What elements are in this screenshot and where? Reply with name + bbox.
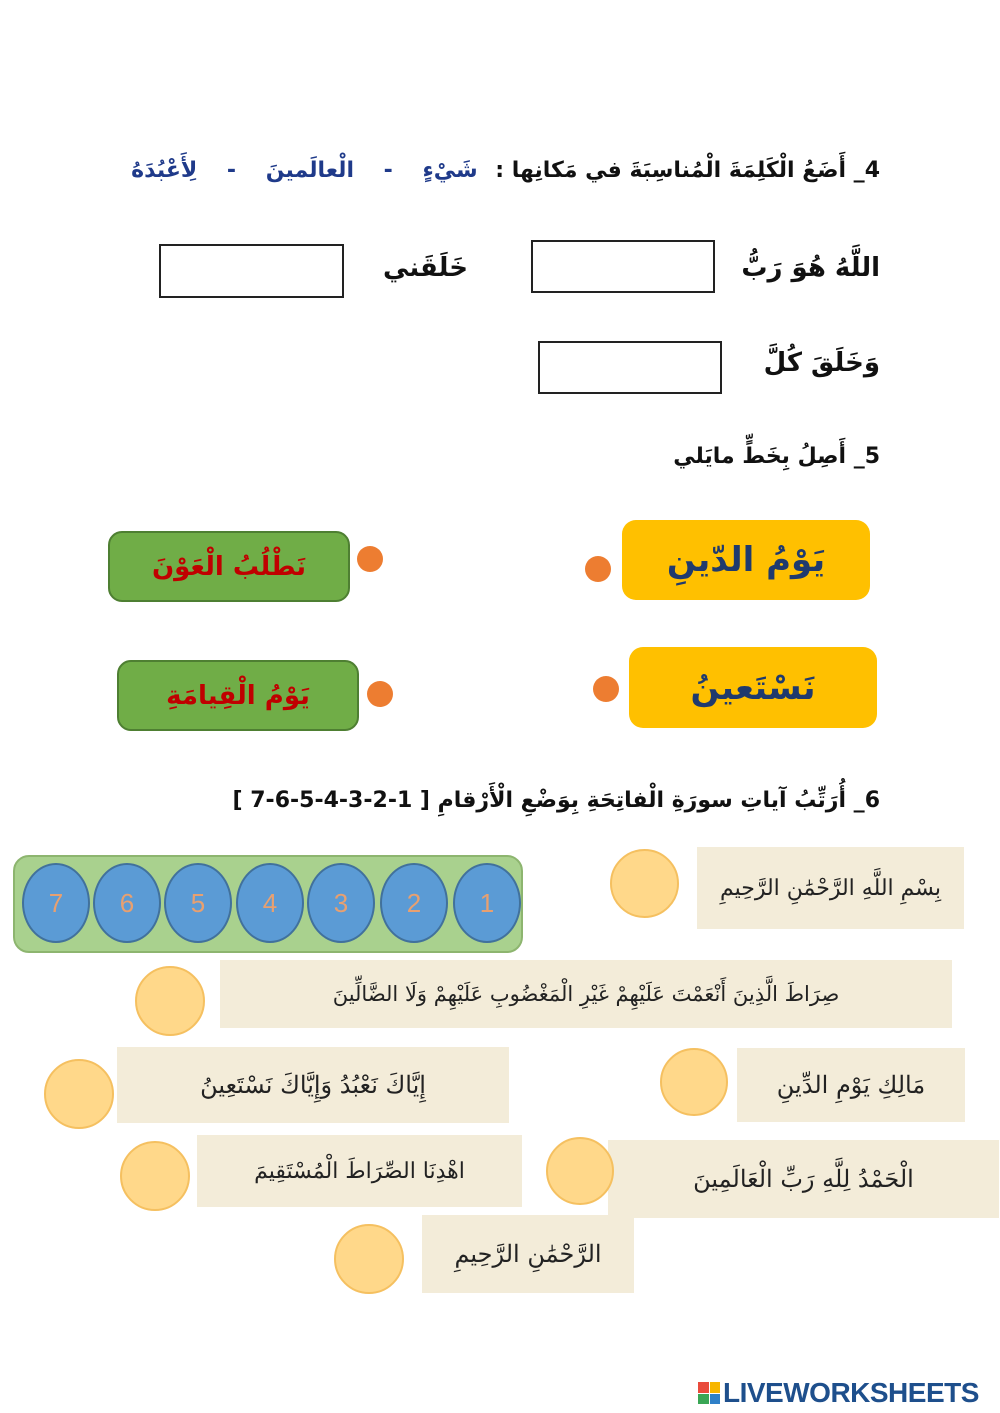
match-right-1[interactable]: يَوْمُ الدّينِ (622, 520, 870, 600)
match-dot-left-1[interactable] (357, 546, 383, 572)
ayah-ihdina: اهْدِنَا الصِّرَاطَ الْمُسْتَقِيمَ (197, 1135, 522, 1207)
ayah-sirat: صِرَاطَ الَّذِينَ أَنْعَمْتَ عَلَيْهِمْ غَيْرِ الْمَغْضُوبِ عَلَيْهِمْ وَلَا الضَّالِّينَ (220, 960, 952, 1028)
liveworksheets-logo (698, 1378, 979, 1408)
number-chip-2[interactable]: 2 (380, 863, 448, 943)
answer-slot-sirat[interactable] (135, 966, 205, 1036)
q4-word-2: الْعالَمينَ (265, 158, 354, 183)
q4-blank-1[interactable] (531, 240, 715, 293)
q4-heading (131, 158, 880, 183)
answer-slot-malik[interactable] (660, 1048, 728, 1116)
q6-heading: 6_ أُرَتِّبُ آياتِ سورَةِ الْفاتِحَةِ بِوَضْعِ الْأَرْقامِ [ 1-2-3-4-5-6-7 ] (232, 788, 880, 813)
number-chip-6[interactable]: 6 (93, 863, 161, 943)
brand-name: LIVEWORKSHEETS (723, 1377, 979, 1408)
number-chip-5[interactable]: 5 (164, 863, 232, 943)
number-chip-3[interactable]: 3 (307, 863, 375, 943)
number-chip-7[interactable]: 7 (22, 863, 90, 943)
match-left-2[interactable]: يَوْمُ الْقِيامَةِ (117, 660, 359, 731)
ayah-iyyaka: إِيَّاكَ نَعْبُدُ وَإِيَّاكَ نَسْتَعِينُ (117, 1047, 509, 1123)
liveworksheets-logo-icon (698, 1382, 720, 1404)
match-left-1[interactable]: نَطْلُبُ الْعَوْنَ (108, 531, 350, 602)
q4-title: 4_ أَضَعُ الْكَلِمَةَ الْمُناسِبَةَ في مَكانِها : (495, 158, 880, 183)
q4-word-1: شَيْءٍ (422, 158, 478, 183)
q4-separator-2: - (226, 158, 237, 183)
match-right-2[interactable]: نَسْتَعينُ (629, 647, 877, 728)
q4-sentence-1a: اللَّهُ هُوَ رَبُّ (741, 253, 880, 283)
answer-slot-ihdina[interactable] (120, 1141, 190, 1211)
answer-slot-hamd[interactable] (546, 1137, 614, 1205)
q4-separator-1: - (383, 158, 393, 183)
q5-heading: 5_ أَصِلُ بِخَطٍّ مايَلي (673, 444, 880, 469)
number-chip-1[interactable]: 1 (453, 863, 521, 943)
q4-blank-2[interactable] (159, 244, 344, 298)
answer-slot-rahman[interactable] (334, 1224, 404, 1294)
ayah-hamd: الْحَمْدُ لِلَّهِ رَبِّ الْعَالَمِينَ (608, 1140, 999, 1218)
ayah-rahman: الرَّحْمَٰنِ الرَّحِيمِ (422, 1215, 634, 1293)
ayah-basmala: بِسْمِ اللَّهِ الرَّحْمَٰنِ الرَّحِيمِ (697, 847, 964, 929)
q4-blank-3[interactable] (538, 341, 722, 394)
answer-slot-iyyaka[interactable] (44, 1059, 114, 1129)
q4-word-3: لِأَعْبُدَهُ (131, 158, 198, 183)
match-dot-right-2[interactable] (593, 676, 619, 702)
ayah-malik: مَالِكِ يَوْمِ الدِّينِ (737, 1048, 965, 1122)
match-dot-left-2[interactable] (367, 681, 393, 707)
q4-sentence-2: وَخَلَقَ كُلَّ (763, 348, 880, 378)
q4-sentence-1b: خَلَقَني (383, 253, 468, 283)
number-chip-4[interactable]: 4 (236, 863, 304, 943)
answer-slot-basmala[interactable] (610, 849, 679, 918)
match-dot-right-1[interactable] (585, 556, 611, 582)
